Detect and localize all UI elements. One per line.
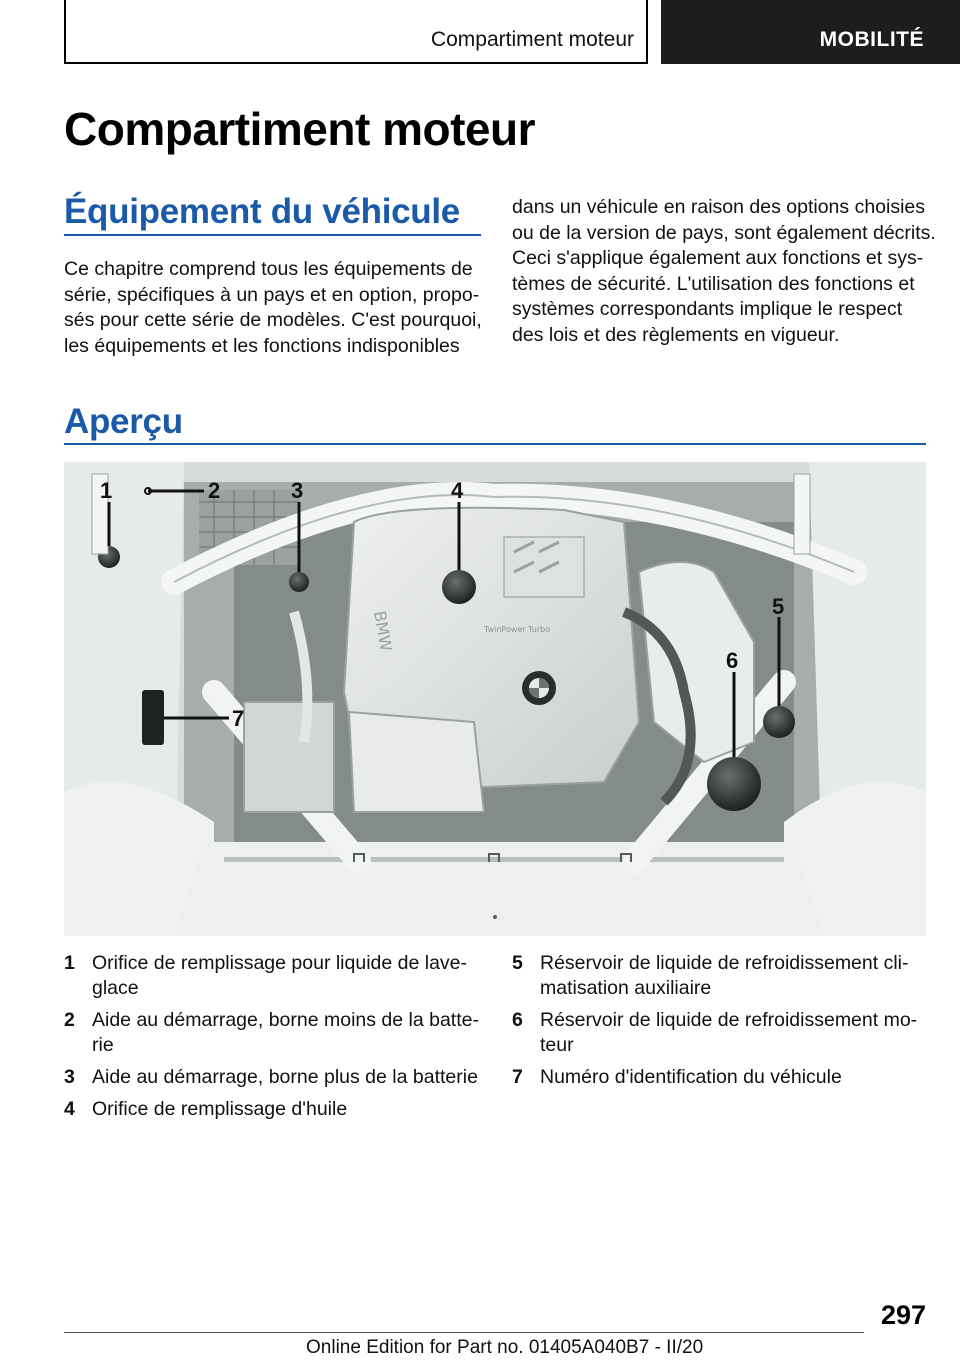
legend-text: glace [92,977,139,999]
header-section-label: Compartiment moteur [430,28,634,51]
legend-number: 6 [512,1009,523,1031]
legend-text: Réservoir de liquide de refroidissement mo- [540,1009,918,1031]
page-title: Compartiment moteur [64,103,535,155]
bmw-roundel-icon [522,671,556,705]
header-section-tab [64,0,648,64]
list-item [64,1008,484,1058]
equipment-text-left [64,257,482,359]
callout-7: 7 [232,706,245,731]
header-chapter-tab [661,0,960,64]
legend-number: 7 [512,1066,523,1088]
legend-number: 5 [512,952,523,974]
text-line: Ceci s'applique également aux fonctions et sys- [512,247,924,269]
text-line: tèmes de sécurité. L'utilisation des fonctions et [512,272,915,295]
list-item [512,1008,932,1058]
legend-right [512,951,932,1097]
list-item [64,951,484,1001]
callout-4: 4 [451,478,464,503]
page-number: 297 [880,1300,926,1330]
overview-heading-rule [64,443,926,445]
equipment-heading-rule [64,234,481,236]
list-item [64,1097,484,1122]
overview-heading: Aperçu [64,402,183,441]
engine-compartment-figure [64,462,926,936]
text-line: dans un véhicule en raison des options choisies [512,196,926,218]
legend-number: 2 [64,1009,75,1031]
legend-text: Aide au démarrage, borne moins de la batte- [92,1009,479,1031]
callout-3: 3 [291,478,304,503]
footer-rule [64,1332,864,1333]
text-line: ou de la version de pays, sont également décrits. [512,221,936,244]
list-item [512,1065,932,1090]
legend-number: 4 [64,1098,75,1120]
legend-number: 1 [64,952,75,974]
text-line: série, spécifiques à un pays et en option, propo- [64,283,480,306]
callout-5: 5 [772,594,785,619]
legend-text: Orifice de remplissage pour liquide de lave- [92,952,468,974]
callout-2: 2 [208,478,221,503]
list-item [512,951,932,1001]
list-item [64,1065,484,1090]
engine-cover-small-text: TwinPower Turbo [484,625,551,634]
engine-cover-logo-text: BMW [370,609,396,653]
footer-edition: Online Edition for Part no. 01405A040B7 - II/20 [306,1337,704,1358]
text-line: systèmes correspondants implique le respect [512,298,903,320]
text-line: Ce chapitre comprend tous les équipements de [64,258,473,280]
legend-number: 3 [64,1066,75,1088]
equipment-text-right [512,195,936,348]
text-line: les équipements et les fonctions indisponibles [64,334,460,357]
legend-left [64,951,484,1129]
text-line: des lois et des règlements en vigueur. [512,323,840,346]
header-chapter-label: MOBILITÉ [819,28,924,51]
equipment-heading: Équipement du véhicule [64,192,460,231]
callout-6: 6 [726,648,739,673]
legend-text: rie [92,1034,114,1056]
text-line: sés pour cette série de modèles. C'est pourquoi, [64,309,482,331]
legend-text: Numéro d'identification du véhicule [540,1066,842,1088]
legend-text: Orifice de remplissage d'huile [92,1098,348,1120]
legend-text: matisation auxiliaire [540,977,712,999]
legend-text: Réservoir de liquide de refroidissement cli- [540,952,909,974]
legend-text: teur [540,1034,574,1056]
legend-text: Aide au démarrage, borne plus de la batterie [92,1066,478,1088]
callout-1: 1 [100,478,113,503]
